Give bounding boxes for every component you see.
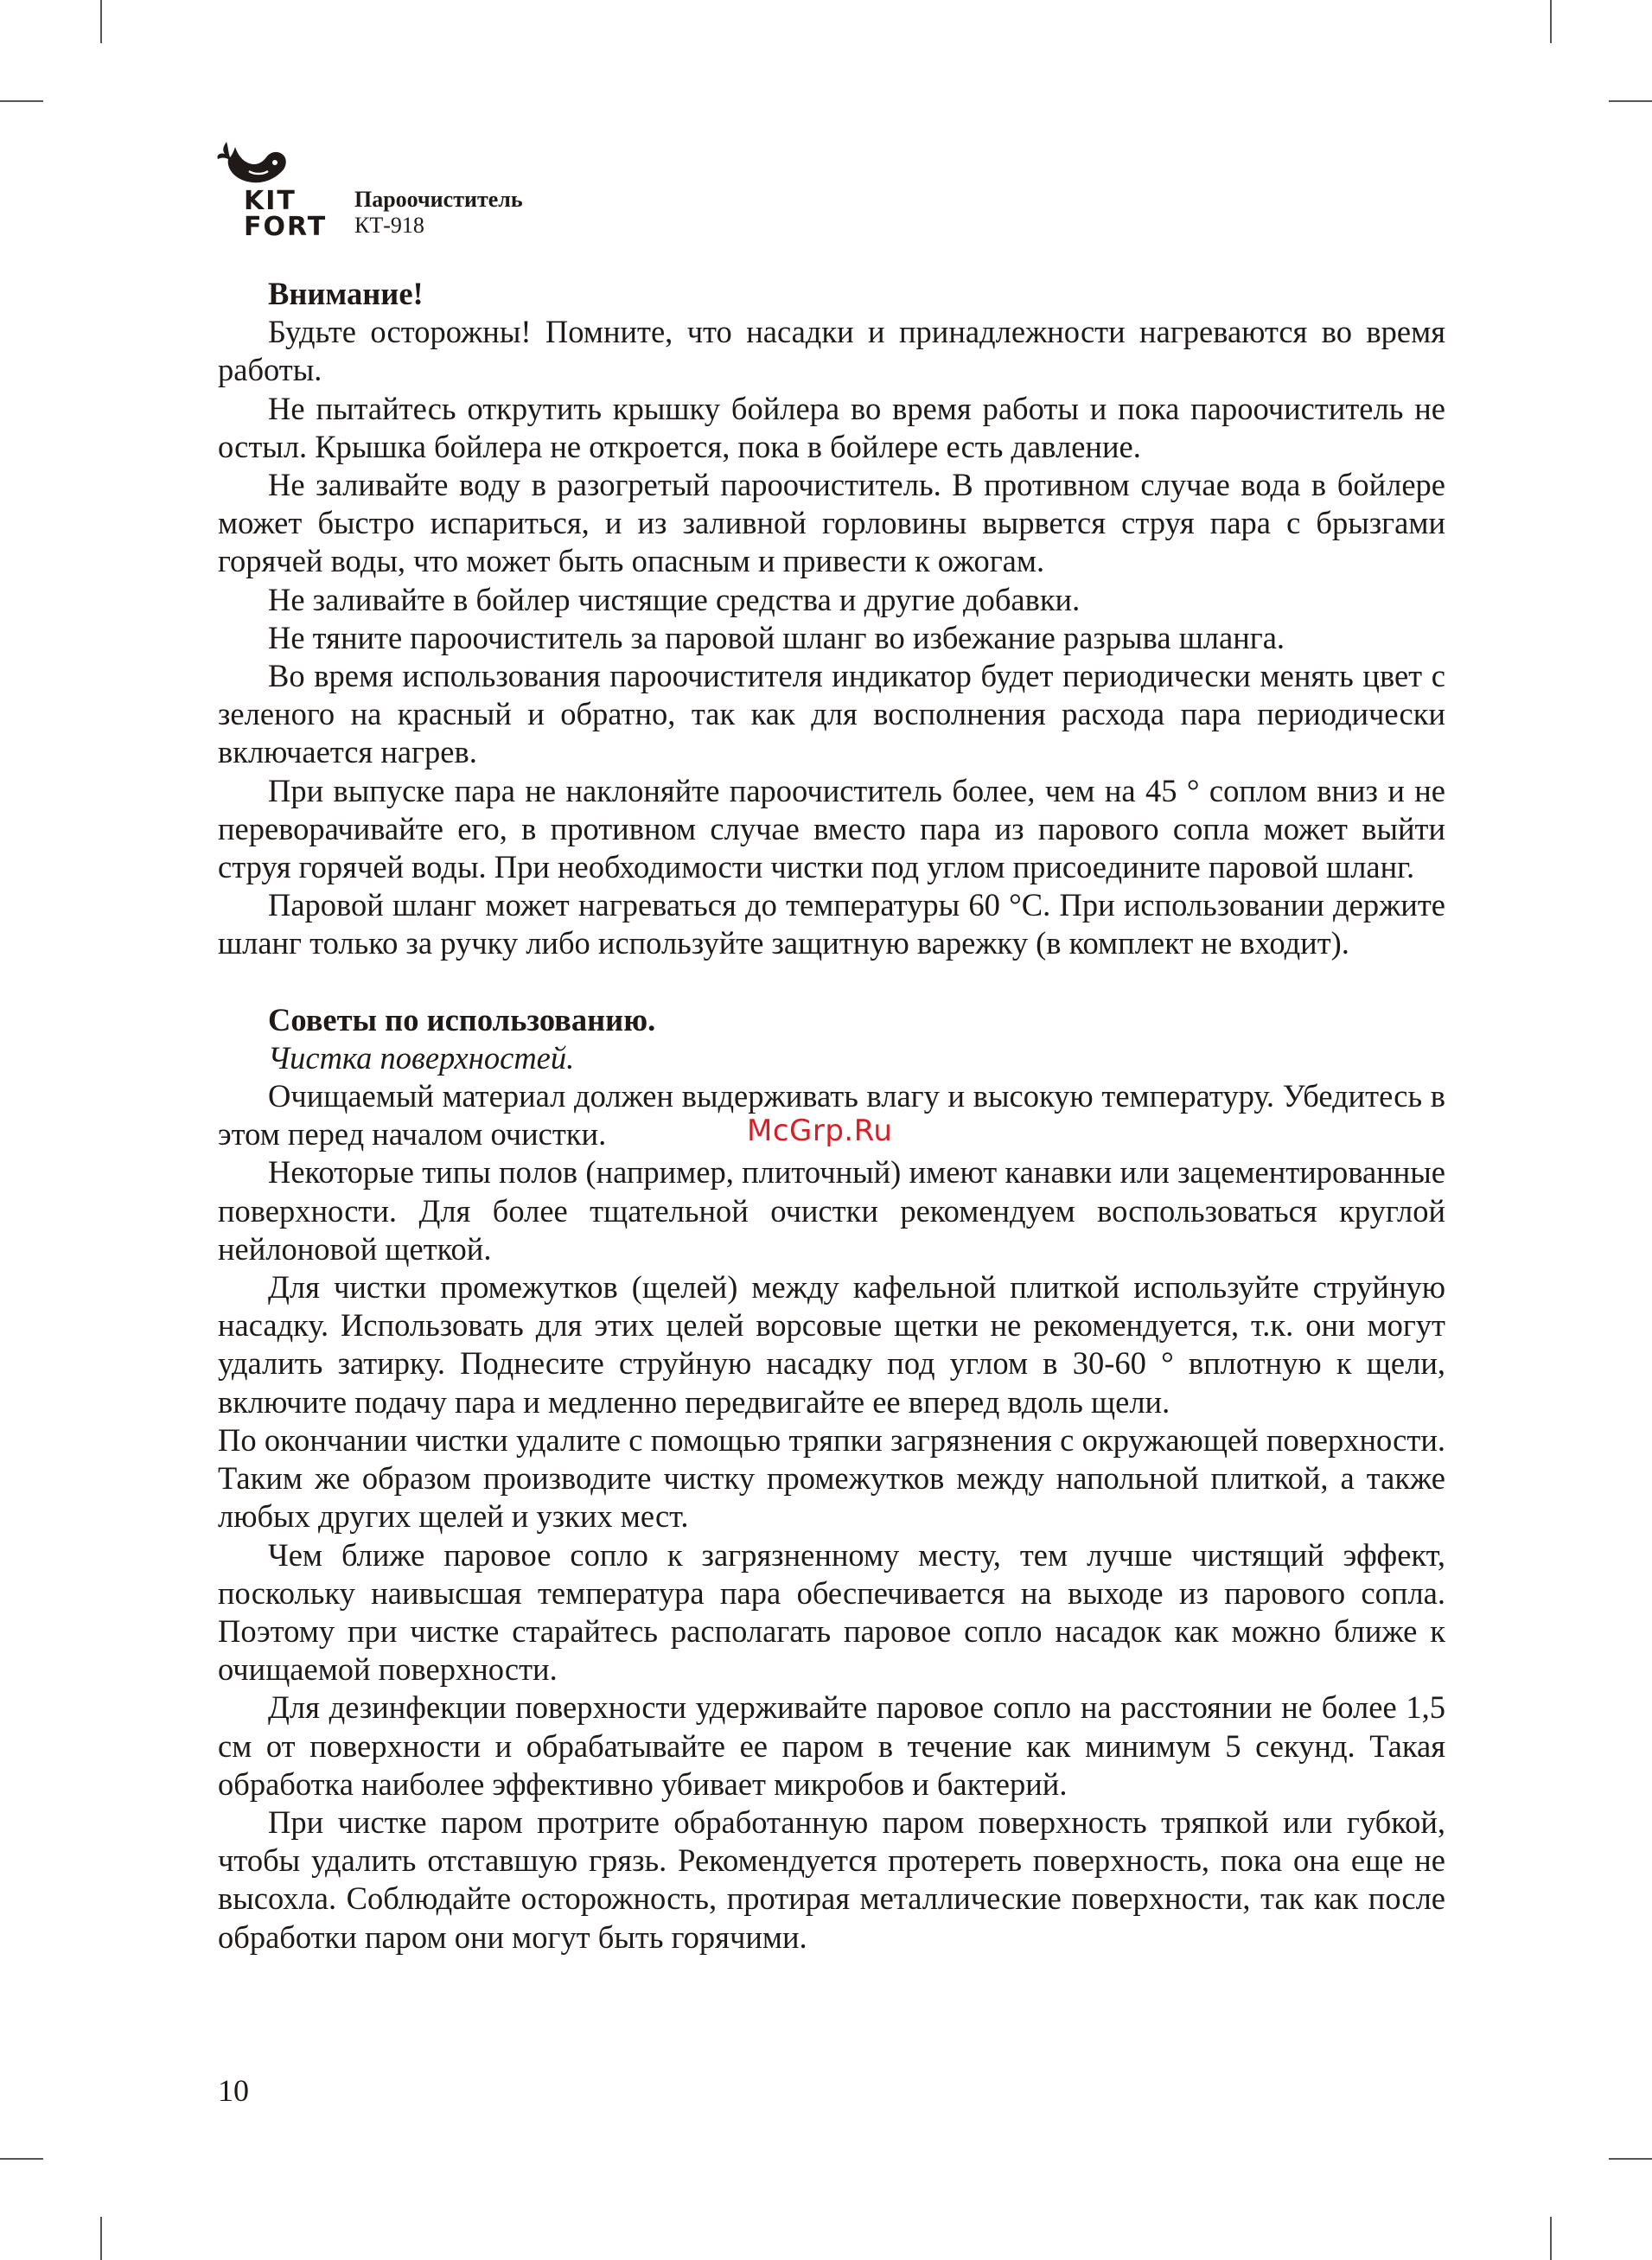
page-number: 10 (218, 2073, 249, 2108)
product-info (354, 187, 523, 239)
tips-subheading: Чистка поверхностей. (268, 1039, 575, 1076)
tips-paragraph: Некоторые типы полов (например, плиточный) имеют канавки или зацементированные поверхности. Для более тщательной очистки рекомендуем воспользоваться круглой нейлоновой щеткой. (218, 1154, 1445, 1267)
tips-paragraph: По окончании чистки удалите с помощью тряпки загрязнения с окружающей поверхности. Таким же образом производите чистку промежутков между напольной плиткой, а также любых других щелей и узких мест. (218, 1421, 1445, 1535)
tips-paragraph: Очищаемый материал должен выдерживать влагу и высокую температуру. Убедитесь в этом перед началом очистки. (218, 1078, 1445, 1152)
warning-paragraph: Не заливайте воду в разогретый пароочиститель. В противном случае вода в бойлере может быстро испариться, и из заливной горловины вырвется струя пара с брызгами горячей воды, что может быть опасным и привести к ожогам. (218, 467, 1445, 579)
watermark-link[interactable]: McGrp.Ru (747, 1114, 893, 1148)
kitfort-logo (214, 138, 328, 246)
warning-paragraph: Во время использования пароочистителя индикатор будет периодически менять цвет с зеленого на красный и обратно, так как для восполнения расхода пара периодически включается нагрев. (218, 658, 1445, 770)
crop-mark-top-right (1550, 0, 1552, 43)
warning-heading: Внимание! (268, 276, 424, 311)
warning-paragraph: При выпуске пара не наклоняйте пароочиститель более, чем на 45 ° соплом вниз и не переворачивайте его, в противном случае вместо пара из парового сопла может выйти струя горячей воды. При необходимости чистки под углом присоедините паровой шланг. (218, 772, 1445, 885)
whale-icon (214, 138, 292, 190)
brand-line-kit: KIT (244, 186, 297, 216)
crop-mark-right-bottom (1609, 2158, 1652, 2160)
brand-line-fort: FORT (244, 212, 328, 242)
warning-paragraph: Не заливайте в бойлер чистящие средства и другие добавки. (268, 581, 1081, 617)
crop-mark-left-top (0, 100, 43, 102)
product-name: Пароочиститель (354, 187, 523, 212)
crop-mark-top-left (100, 0, 102, 43)
crop-mark-bottom-left (100, 2217, 102, 2260)
section-spacer (218, 963, 1445, 1001)
tips-heading: Советы по использованию. (268, 1001, 656, 1037)
crop-mark-bottom-right (1550, 2217, 1552, 2260)
warning-paragraph: Не пытайтесь открутить крышку бойлера во время работы и пока пароочиститель не остыл. Крышка бойлера не откроется, пока в бойлере есть давление. (218, 390, 1445, 464)
warning-paragraph: Не тяните пароочиститель за паровой шланг во избежание разрыва шланга. (268, 619, 1285, 655)
page-content (218, 275, 1445, 1957)
warning-paragraph: Будьте осторожны! Помните, что насадки и принадлежности нагреваются во время работы. (218, 314, 1445, 388)
tips-paragraph: Чем ближе паровое сопло к загрязненному месту, тем лучше чистящий эффект, поскольку наивысшая температура пара обеспечивается на выходе из парового сопла. Поэтому при чистке старайтесь располагать паровое сопло насадок как можно ближе к очищаемой поверхности. (218, 1536, 1445, 1688)
tips-paragraph: Для чистки промежутков (щелей) между кафельной плиткой используйте струйную насадку. Использовать для этих целей ворсовые щетки не рекомендуется, т.к. они могут удалить затирку. Поднесите струйную насадку под углом в 30-60 ° вплотную к щели, включите подачу пара и медленно передвигайте ее вперед вдоль щели. (218, 1269, 1445, 1420)
crop-mark-right-top (1609, 100, 1652, 102)
warning-paragraph: Паровой шланг может нагреваться до температуры 60 °С. При использовании держите шланг только за ручку либо используйте защитную варежку (в комплект не входит). (218, 887, 1445, 961)
tips-paragraph: Для дезинфекции поверхности удерживайте паровое сопло на расстоянии не более 1,5 см от поверхности и обрабатывайте ее паром в течение как минимум 5 секунд. Такая обработка наиболее эффективно убивает микробов и бактерий. (218, 1689, 1445, 1802)
crop-mark-left-bottom (0, 2158, 43, 2160)
product-model: КТ-918 (354, 213, 424, 238)
tips-paragraph: При чистке паром протрите обработанную паром поверхность тряпкой или губкой, чтобы удалить отставшую грязь. Рекомендуется протереть поверхность, пока она еще не высохла. Соблюдайте осторожность, протирая металлические поверхности, так как после обработки паром они могут быть горячими. (218, 1804, 1445, 1955)
page-header (214, 138, 733, 246)
